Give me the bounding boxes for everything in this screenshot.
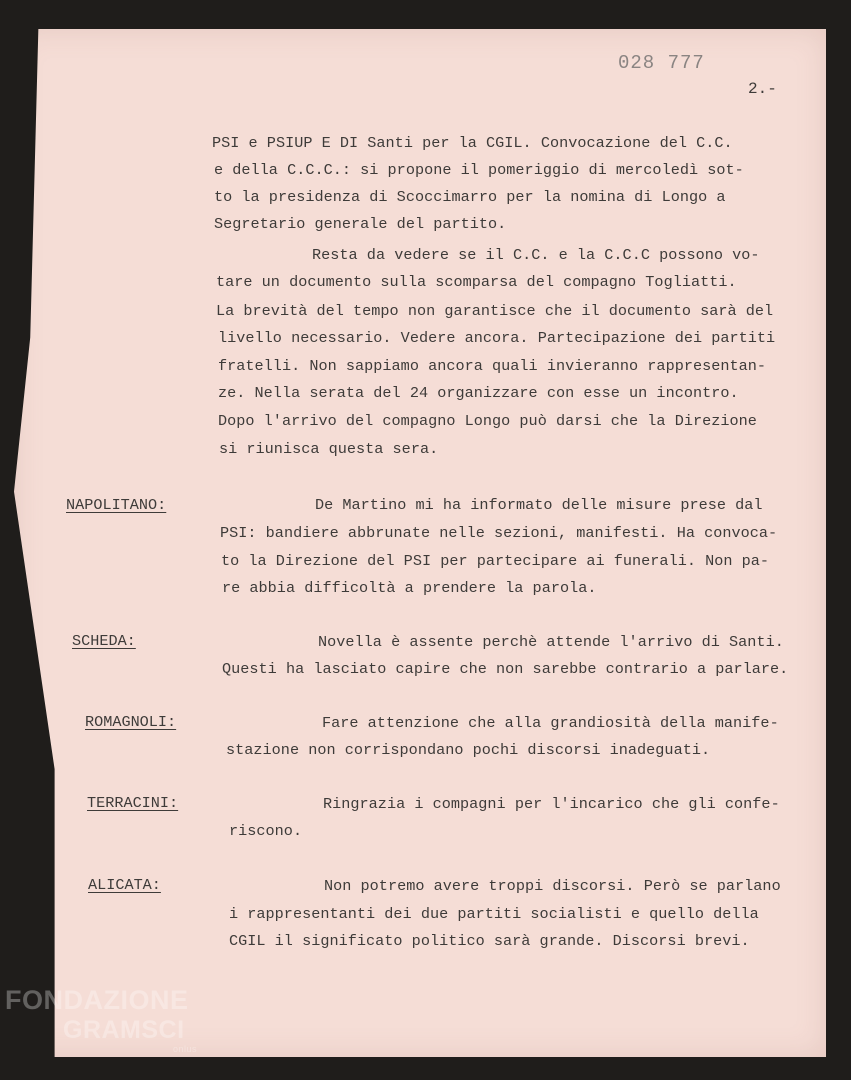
speech-line: re abbia difficoltà a prendere la parola.: [222, 579, 597, 597]
speech-line: CGIL il significato politico sarà grande. Discorsi brevi.: [229, 932, 750, 950]
document-number: 028 777: [618, 52, 705, 74]
intro-line: livello necessario. Vedere ancora. Partecipazione dei partiti: [218, 329, 776, 347]
intro-line: tare un documento sulla scomparsa del compagno Togliatti.: [216, 273, 737, 291]
fondazione-gramsci-logo: [5, 985, 197, 1054]
logo-line-1: FONDAZIONE: [5, 985, 189, 1015]
intro-line: fratelli. Non sappiamo ancora quali invieranno rappresentan-: [218, 357, 767, 375]
speech-line: stazione non corrispondano pochi discorsi inadeguati.: [226, 741, 711, 759]
speech-line: to la Direzione del PSI per partecipare ai funerali. Non pa-: [221, 552, 770, 570]
intro-line: ze. Nella serata del 24 organizzare con esse un incontro.: [218, 384, 739, 402]
speech-line: De Martino mi ha informato delle misure prese dal: [315, 496, 763, 514]
logo-line-2: GRAMSCI: [63, 1016, 185, 1044]
speaker-name: ALICATA:: [88, 876, 161, 894]
speech-line: Fare attenzione che alla grandiosità della manife-: [322, 714, 779, 732]
speech-line: i rappresentanti dei due partiti socialisti e quello della: [229, 905, 759, 923]
speaker-name: TERRACINI:: [87, 794, 179, 812]
speech-line: riscono.: [229, 822, 303, 840]
speech-line: Novella è assente perchè attende l'arrivo di Santi.: [318, 633, 784, 651]
speech-line: Ringrazia i compagni per l'incarico che gli confe-: [323, 795, 780, 813]
speech-line: PSI: bandiere abbrunate nelle sezioni, manifesti. Ha convoca-: [220, 524, 778, 542]
intro-line: PSI e PSIUP E DI Santi per la CGIL. Convocazione del C.C.: [212, 134, 733, 152]
document-page: [14, 29, 826, 1057]
intro-line: Segretario generale del partito.: [214, 215, 507, 233]
intro-line: Resta da vedere se il C.C. e la C.C.C possono vo-: [312, 246, 760, 264]
speaker-name: SCHEDA:: [72, 632, 136, 650]
intro-line: La brevità del tempo non garantisce che il documento sarà del: [216, 302, 774, 320]
page-number: 2.-: [748, 80, 777, 98]
speaker-name: NAPOLITANO:: [66, 496, 167, 514]
logo-line-3: onlus: [173, 1044, 198, 1054]
intro-line: e della C.C.C.: si propone il pomeriggio di mercoledì sot-: [214, 161, 744, 179]
speaker-name: ROMAGNOLI:: [85, 713, 177, 731]
speech-line: Non potremo avere troppi discorsi. Però se parlano: [324, 877, 781, 895]
speech-line: Questi ha lasciato capire che non sarebbe contrario a parlare.: [222, 660, 789, 678]
intro-line: si riunisca questa sera.: [219, 440, 439, 458]
intro-line: to la presidenza di Scoccimarro per la nomina di Longo a: [214, 188, 726, 206]
intro-line: Dopo l'arrivo del compagno Longo può darsi che la Direzione: [218, 412, 757, 430]
